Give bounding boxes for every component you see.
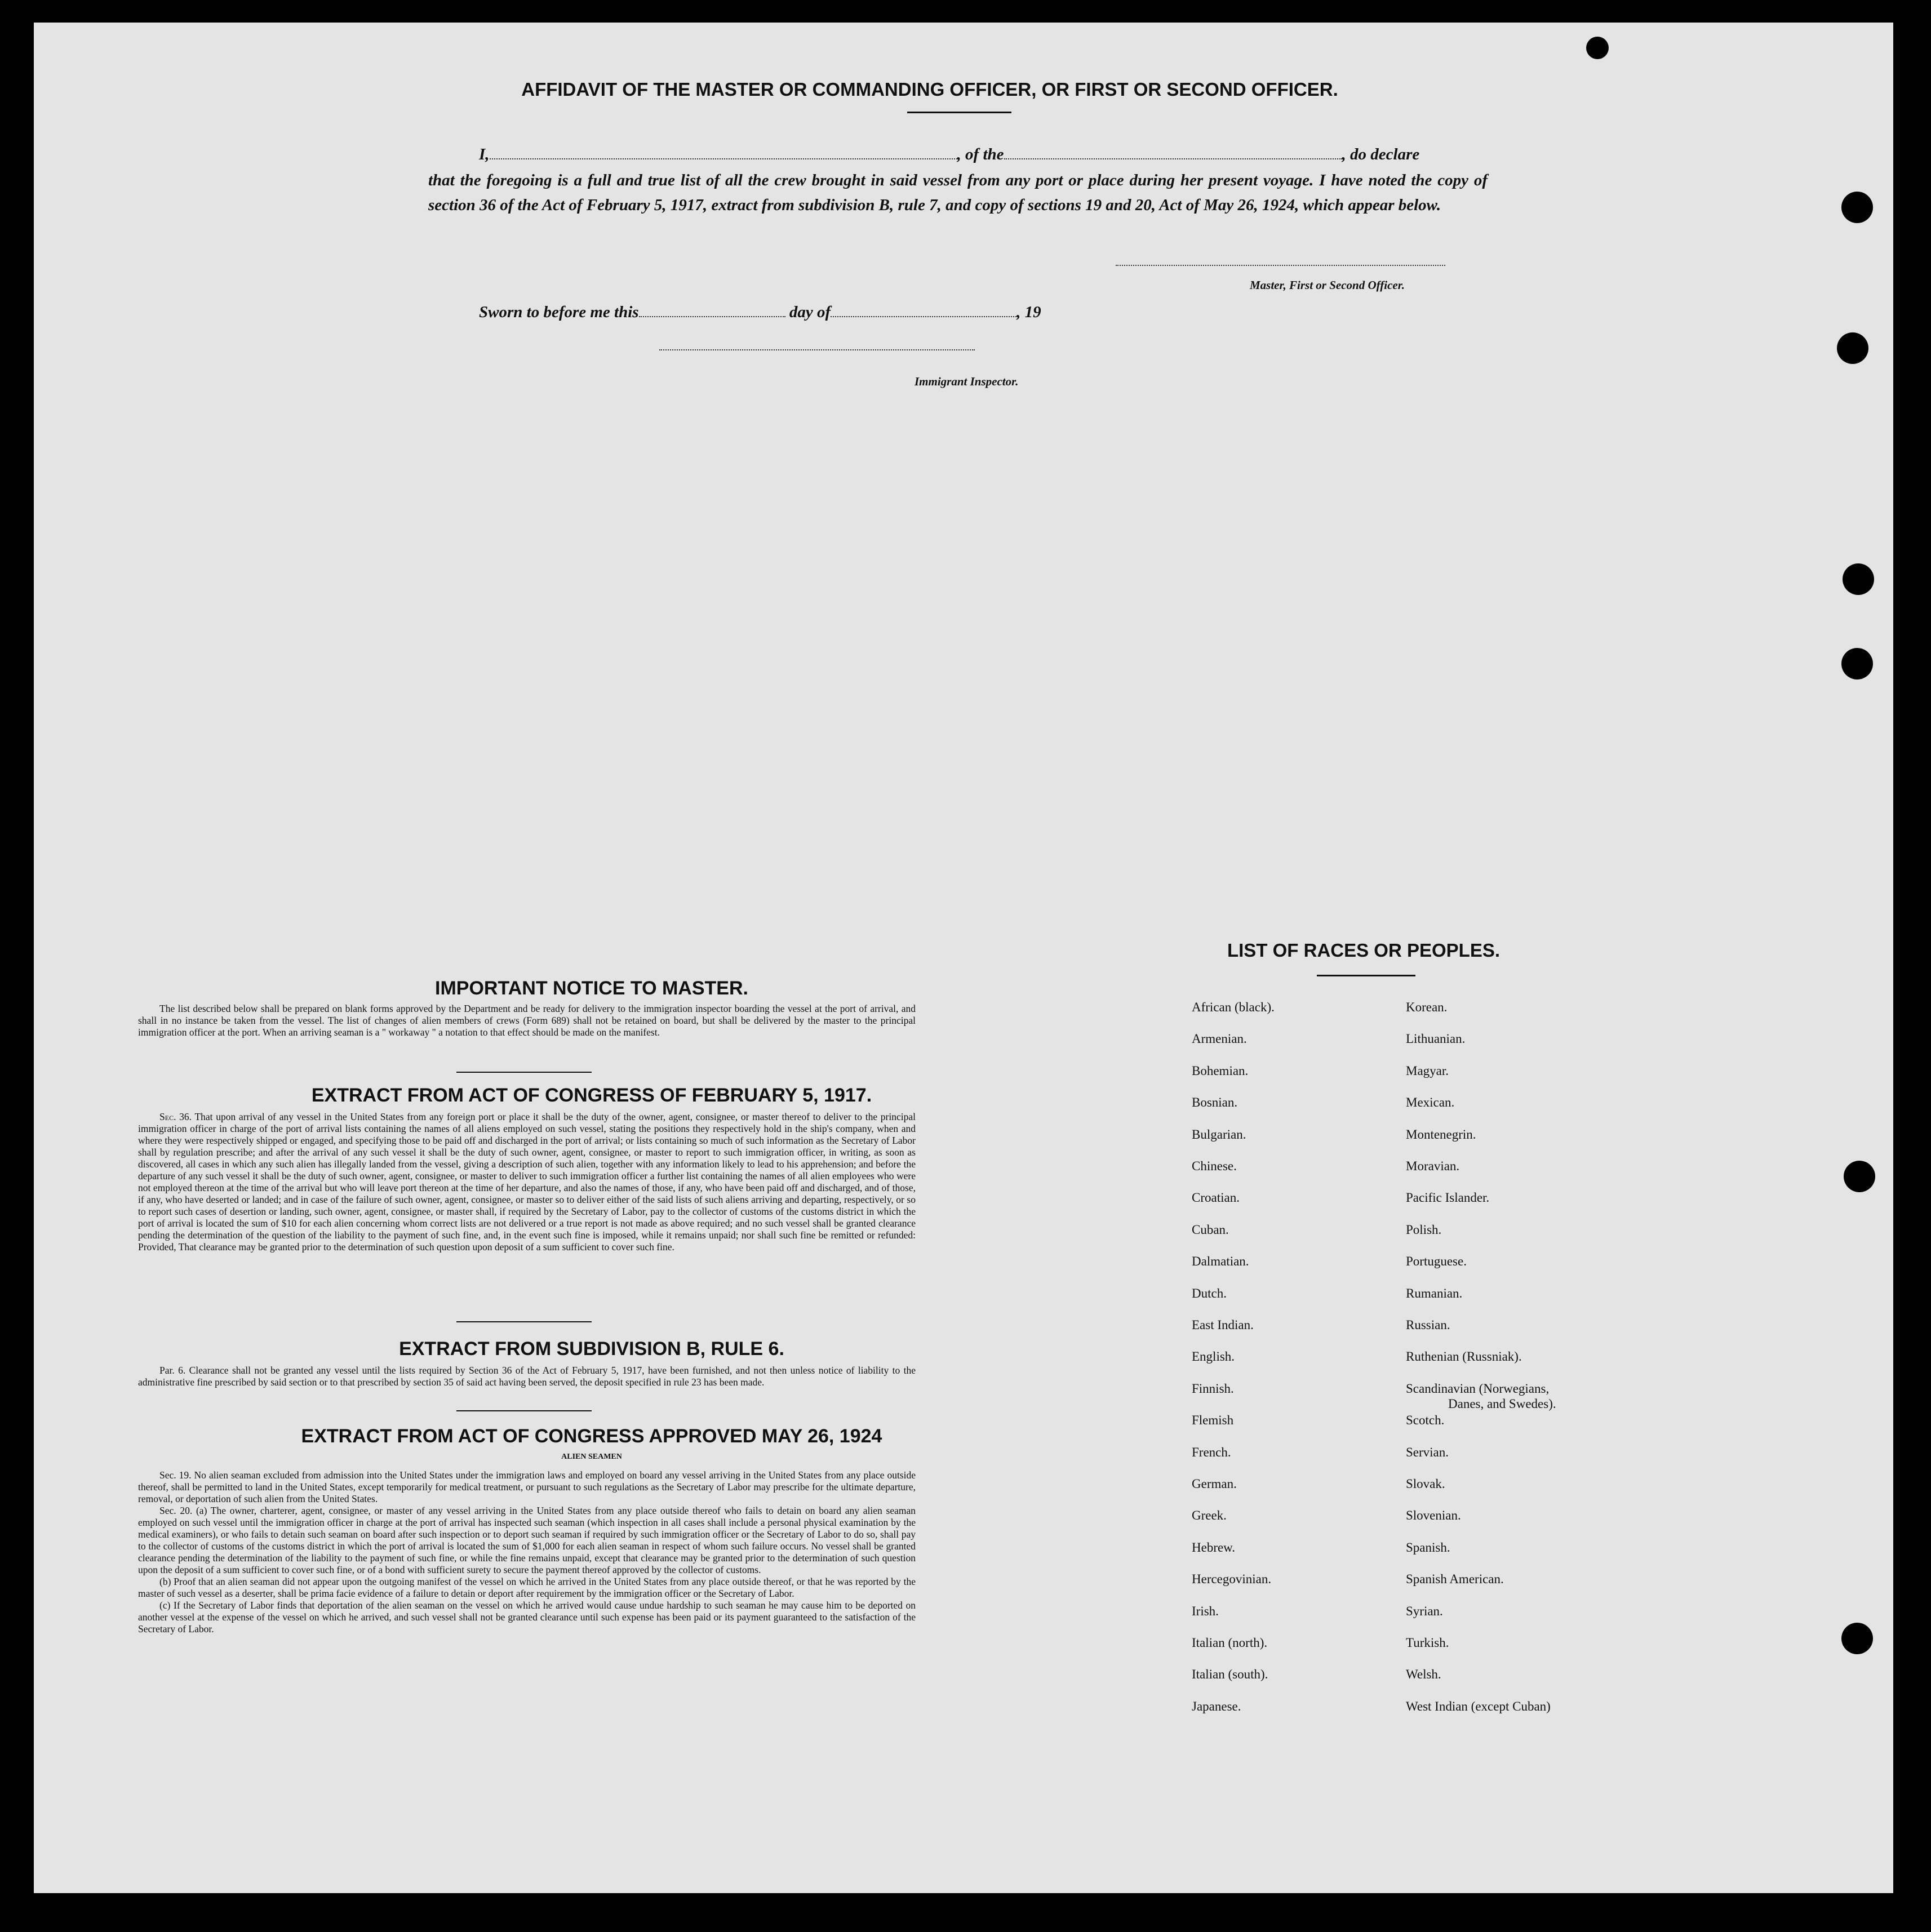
race-item: Lithuanian. [1406,1032,1466,1046]
punch-hole [1841,648,1873,679]
divider [456,1410,592,1411]
race-item: English. [1192,1349,1235,1364]
race-item: East Indian. [1192,1318,1254,1332]
race-item: Pacific Islander. [1406,1191,1490,1205]
race-item: Bohemian. [1192,1063,1249,1078]
sworn-prefix: Sworn to before me this [479,303,639,321]
extract-1924-title: EXTRACT FROM ACT OF CONGRESS APPROVED MAY 26, 1924 [301,1425,882,1447]
race-item: Italian (south). [1192,1667,1268,1682]
race-item: Korean. [1406,1000,1448,1014]
divider [907,112,1011,113]
sec-36-label: Sec. 36. [159,1111,192,1122]
declaration-declare: , do declare [1342,145,1420,163]
race-item: Dutch. [1192,1286,1227,1300]
sec-36-text: That upon arrival of any vessel in the United States from any foreign port or place it shall be the duty of the owner, agent, consignee, or master thereof to deliver to the principal immigration officer in charge of the port of arrival lists containing the names of all aliens employed on such vessel, stating the positions they respectively hold in the ship's company, when and where they were respectively shipped or engaged, and specifying those to be paid off and discharged in the port of arrival; or lists containing so much of such information as the Secretary of Labor shall by regulation prescribe; and after the arrival of any such vessel it shall be the duty of such owner, agent, consignee, or master to report to such immigration officer, in writing, as soon as discovered, all cases in which any such alien has illegally landed from the vessel, giving a description of such alien, together with any information likely to lead to his apprehension; and before the departure of any such vessel it shall be the duty of such owner, agent, consignee, or master to deliver to such immigration officer a further list containing the names of all alien employees who were not employed thereon at the time of the arrival but who will leave port thereon at the time of her departure, and also the names of those, if any, who have been paid off and discharged, and of those, if any, who have deserted or landed; and in case of the failure of such owner, agent, consignee, or master so to deliver either of the said lists of such aliens arriving and departing, respectively, or so to report such cases of desertion or landing, such owner, agent, consignee, or master shall, if required by the Secretary of Labor, pay to the collector of customs of the customs district in which the port of arrival is located the sum of $10 for each alien concerning whom correct lists are not delivered or a true report is not made as above required; and no such vessel shall be granted clearance pending the determination of the question of the liability to the payment of such fine, and, in the event such fine is imposed, while it remains unpaid; nor shall such fine be remitted or refunded: Provided, That clearance may be granted prior to the determination of such question upon deposit of a sum sufficient to cover such fine. [138,1111,916,1253]
vessel-field[interactable] [1004,158,1342,159]
race-item: Flemish [1192,1413,1234,1428]
race-item: Welsh. [1406,1667,1441,1682]
subdivision-text [138,1365,916,1388]
race-item: Servian. [1406,1445,1449,1459]
punch-hole [1837,332,1868,364]
race-item: Polish. [1406,1222,1442,1237]
race-item: Mexican. [1406,1095,1455,1110]
race-item: Magyar. [1406,1063,1449,1078]
inspector-signature-line[interactable] [659,349,975,350]
race-item: Finnish. [1192,1381,1234,1396]
sec-20a-text: Sec. 20. (a) The owner, charterer, agent, consignee, or master of any vessel arriving in the United States from any place outside thereof who fails to detain on board any alien seaman employed on such vessel until the immigration officer in charge at the port of arrival has inspected such seaman (which inspection in all cases shall include a personal physical examination by the medical examiners), or who fails to detain such seaman on board after such inspection or to deport such seaman if required by such immigration officer or the Secretary of Labor to do so, shall pay to the collector of customs of the customs district in which the port of arrival is located the sum of $1,000 for each alien seaman in respect of whom such failure occurs. No vessel shall be granted clearance pending the determination of the liability to the payment of such fine, or while the fine remains unpaid, except that clearance may be granted prior to the determination of such question upon the deposit of a sum sufficient to cover such fine, or of a bond with sufficient surety to secure the payment thereof approved by the collector of customs. [138,1505,916,1575]
signature-line[interactable] [1116,265,1445,266]
declaration-line [479,142,1488,167]
declaration-body: that the foregoing is a full and true list of all the crew brought in said vessel from any port or place during her present voyage. I have noted the copy of section 36 of the Act of February 5, 1917, extract from subdivision B, rule 7, and copy of sections 19 and 20, Act of May 26, 1924, which appear below. [428,171,1488,214]
races-title: LIST OF RACES OR PEOPLES. [1227,940,1501,961]
extract-1917-text [138,1111,916,1253]
race-item: Spanish. [1406,1540,1450,1555]
race-item: Chinese. [1192,1159,1237,1173]
declaration-i: I, [479,145,490,163]
race-item: Greek. [1192,1508,1227,1523]
divider [456,1072,592,1073]
race-item: Turkish. [1406,1636,1449,1650]
race-scandinavian-continuation: Danes, and Swedes). [1448,1397,1556,1411]
extract-1924-subtitle: ALIEN SEAMEN [561,1453,622,1461]
race-item: Slovak. [1406,1477,1445,1491]
inspector-label: Immigrant Inspector. [915,375,1019,388]
notice-text [138,1003,916,1038]
declaration-of-the: , of the [957,145,1004,163]
race-item: Hercegovinian. [1192,1572,1272,1587]
sworn-line [479,300,1041,325]
sworn-month-field[interactable] [831,316,1016,317]
race-item: Japanese. [1192,1699,1241,1713]
divider [456,1321,592,1322]
sworn-day: day of [789,303,831,321]
race-item: Cuban. [1192,1222,1229,1237]
race-item: Scotch. [1406,1413,1445,1428]
sec-20b-text: (b) Proof that an alien seaman did not appear upon the outgoing manifest of the vessel on which he arrived in the United States from any place outside thereof, or that he was reported by the master of such vessel as a deserter, shall be prima facie evidence of a failure to detain or deport after requirement by the immigration officer or the Secretary of Labor. [138,1576,916,1599]
race-item: Russian. [1406,1318,1450,1332]
punch-hole [1586,37,1609,59]
punch-hole [1844,1161,1875,1192]
sworn-day-field[interactable] [639,316,785,317]
race-item: Armenian. [1192,1032,1247,1046]
race-item: Croatian. [1192,1191,1240,1205]
signature-label: Master, First or Second Officer. [1250,278,1405,292]
divider [1317,975,1415,976]
sec-19-text: Sec. 19. No alien seaman excluded from admission into the United States under the immigration laws and employed on board any vessel arriving in the United States from any place outside thereof, shall be permitted to land in the United States, except temporarily for medical treatment, or pursuant to such regulations as the Secretary of Labor may prescribe for the ultimate departure, removal, or deportation of such alien from the United States. [138,1469,916,1504]
race-item: Dalmatian. [1192,1254,1249,1269]
sec-20c-text: (c) If the Secretary of Labor finds that deportation of the alien seaman on the vessel on which he arrived would cause undue hardship to such seaman he may cause him to be deported on another vessel at the expense of the vessel on which he arrived, and such vessel shall not be granted clearance until such expense has been paid or its payment guaranteed to the satisfaction of the Secretary of Labor. [138,1600,916,1635]
extract-1917-title: EXTRACT FROM ACT OF CONGRESS OF FEBRUARY 5, 1917. [311,1085,872,1106]
notice-title: IMPORTANT NOTICE TO MASTER. [435,978,748,999]
punch-hole [1841,1623,1873,1654]
race-item: Irish. [1192,1604,1219,1618]
race-item: Bulgarian. [1192,1127,1246,1142]
race-item: Slovenian. [1406,1508,1461,1523]
sworn-year: , 19 [1016,303,1041,321]
race-item: African (black). [1192,1000,1275,1014]
race-item: Ruthenian (Russniak). [1406,1349,1522,1364]
name-field[interactable] [490,158,957,159]
race-item: Montenegrin. [1406,1127,1476,1142]
race-item: Syrian. [1406,1604,1443,1618]
race-item: Rumanian. [1406,1286,1463,1300]
race-item: West Indian (except Cuban) [1406,1699,1551,1713]
extract-1924-text [138,1469,916,1635]
race-item: Hebrew. [1192,1540,1236,1555]
punch-hole [1841,192,1873,223]
race-item: Italian (north). [1192,1636,1268,1650]
race-item: Portuguese. [1406,1254,1467,1269]
punch-hole [1843,563,1874,595]
race-item: French. [1192,1445,1231,1459]
race-item: Spanish American. [1406,1572,1504,1587]
race-item: Moravian. [1406,1159,1460,1173]
notice-paragraph: The list described below shall be prepared on blank forms approved by the Department and be ready for delivery to the immigration inspector boarding the vessel at the port of arrival, and shall in no instance be taken from the vessel. The list of changes of alien members of crews (Form 689) shall not be retained on board, but shall be delivered by the master to the principal immigration officer at the port. When an arriving seaman is a " workaway " a notation to that effect should be made on the manifest. [138,1003,916,1038]
race-item: Scandinavian (Norwegians, [1406,1381,1550,1396]
race-item: German. [1192,1477,1237,1491]
affidavit-title: AFFIDAVIT OF THE MASTER OR COMMANDING OFFICER, OR FIRST OR SECOND OFFICER. [521,79,1338,100]
race-item: Bosnian. [1192,1095,1238,1110]
par-6-text: Par. 6. Clearance shall not be granted any vessel until the lists required by Section 36 of the Act of February 5, 1917, have been furnished, and not then unless notice of liability to the administrative fine prescribed by said section or to that prescribed by section 35 of said act having been served, the deposit specified in rule 23 has been made. [138,1365,916,1388]
subdivision-title: EXTRACT FROM SUBDIVISION B, RULE 6. [399,1338,784,1360]
